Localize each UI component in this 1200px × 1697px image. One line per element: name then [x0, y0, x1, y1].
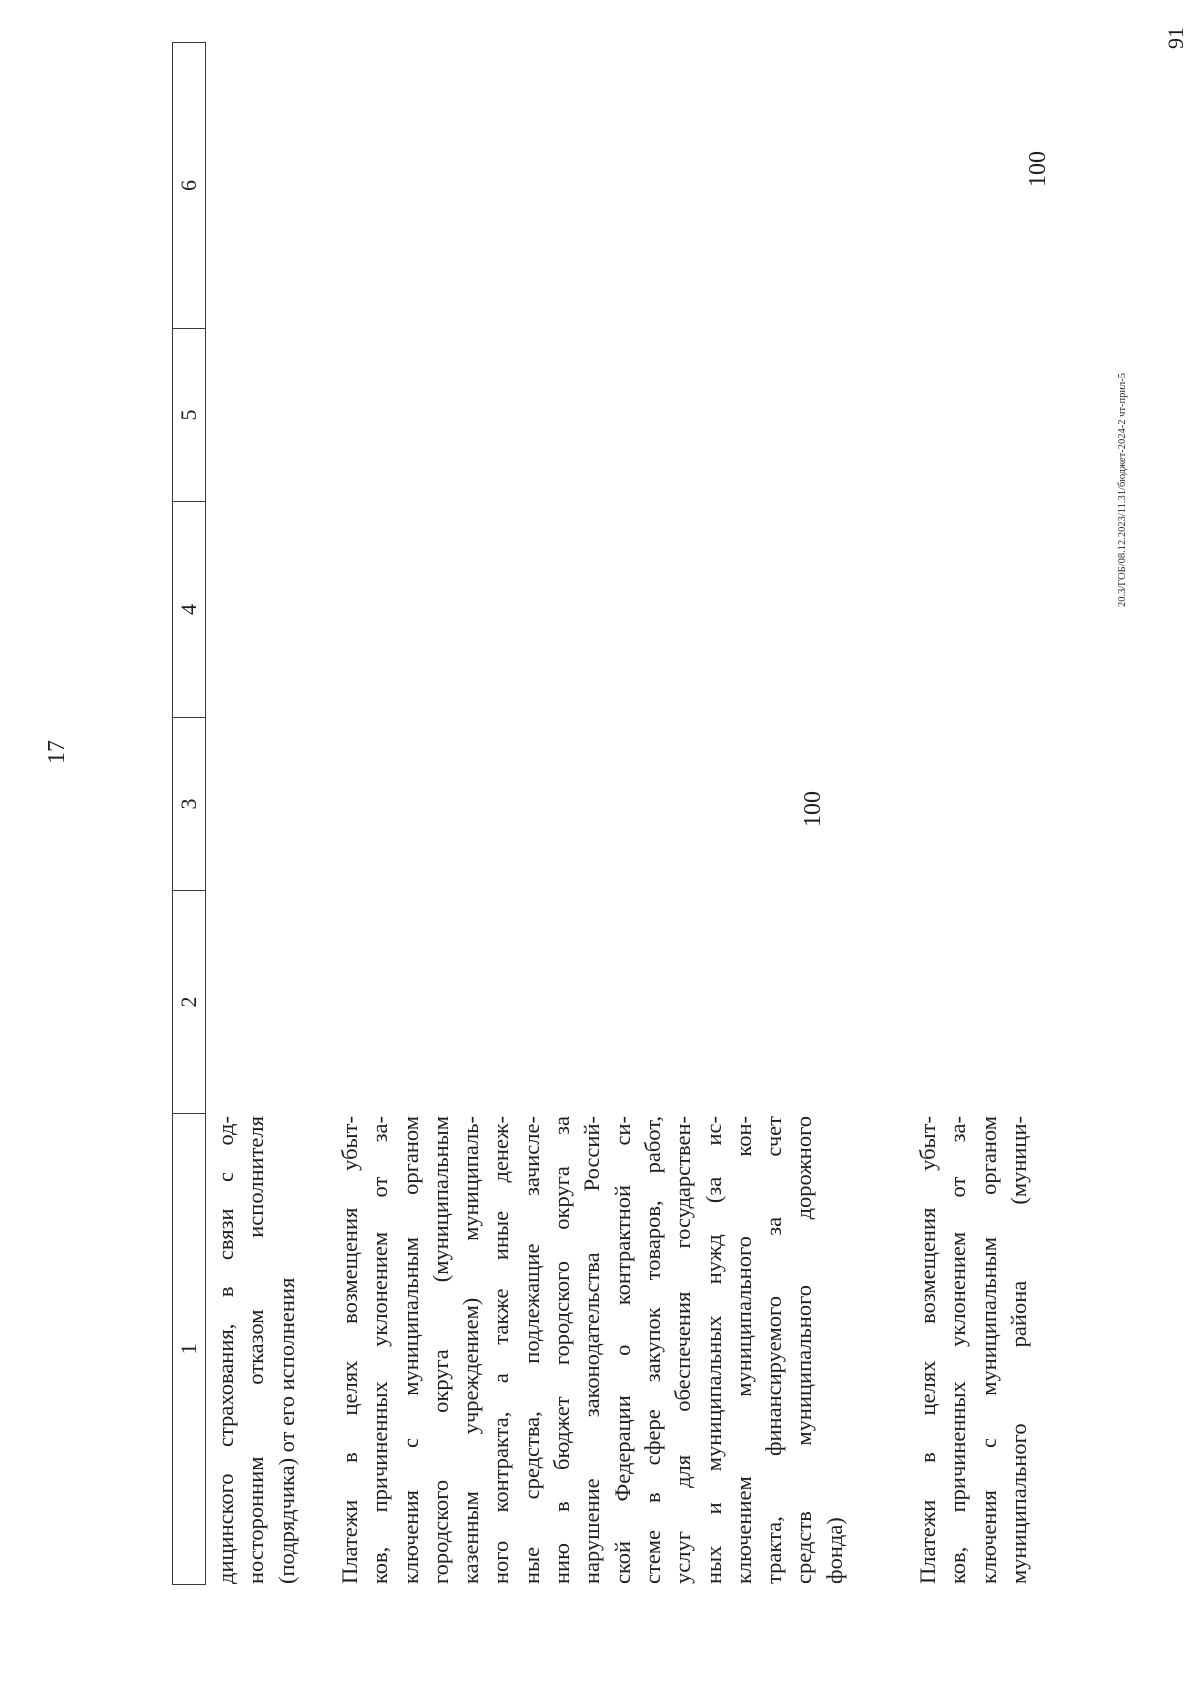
row-text-city-district-damages — [335, 1116, 850, 1584]
text-line: городского округа (муниципальным — [427, 1116, 453, 1584]
text-line: ные средства, подлежащие зачисле- — [518, 1116, 544, 1584]
text-line: средств муниципального дорожного — [791, 1116, 817, 1584]
text-line: нарушение законодательства Россий- — [579, 1116, 605, 1584]
text-line: ключения с муниципальным органом — [397, 1116, 423, 1584]
row-value-column-3: 100 — [800, 791, 826, 827]
text-line: дицинского страхования, в связи с од- — [213, 1116, 238, 1584]
column-number-5: 5 — [173, 329, 206, 502]
row-text-medical-insurance-continuation — [211, 1116, 302, 1584]
row-value-column-6: 100 — [1025, 151, 1051, 187]
column-number-2: 2 — [173, 891, 206, 1114]
text-line: (подрядчика) от его исполнения — [273, 1277, 299, 1584]
text-line: ков, причиненных уклонением от за- — [945, 1116, 971, 1584]
text-line: казенным учреждением) муниципаль- — [458, 1116, 484, 1584]
column-number-1: 1 — [173, 1114, 206, 1585]
text-line: стеме в сфере закупок товаров, работ, — [639, 1116, 665, 1584]
column-number-header — [172, 42, 206, 1585]
document-registration-code: 20.3/ГОБ/08.12.2023/11.31/бюджет-2024-2 чт-прил-5 — [1117, 372, 1128, 607]
text-line: ключения с муниципальным органом — [975, 1116, 1001, 1584]
text-line: услуг для обеспечения государствен- — [670, 1116, 696, 1584]
text-line: тракта, финансируемого за счет — [761, 1116, 787, 1584]
column-number-6: 6 — [173, 43, 206, 329]
text-line: нию в бюджет городского округа за — [549, 1116, 575, 1584]
text-line: носторонним отказом исполнителя — [243, 1116, 269, 1584]
text-line: ключением муниципального кон- — [730, 1116, 756, 1584]
text-line: ного контракта, а также иные денеж- — [488, 1116, 514, 1584]
header-row — [173, 43, 206, 1585]
column-number-4: 4 — [173, 502, 206, 718]
text-line: Платежи в целях возмещения убыт- — [337, 1116, 362, 1584]
row-text-municipal-district-damages — [913, 1116, 1034, 1584]
text-line: ков, причиненных уклонением от за- — [367, 1116, 393, 1584]
sheet-number: 91 — [1163, 27, 1188, 49]
text-line: муниципального района (муници- — [1005, 1116, 1031, 1584]
column-number-3: 3 — [173, 718, 206, 891]
text-line: ской Федерации о контрактной си- — [609, 1116, 635, 1584]
text-line: ных и муниципальных нужд (за ис- — [700, 1116, 726, 1584]
text-line: фонда) — [821, 1517, 847, 1584]
text-line: Платежи в целях возмещения убыт- — [915, 1116, 940, 1584]
page-number: 17 — [44, 740, 70, 764]
